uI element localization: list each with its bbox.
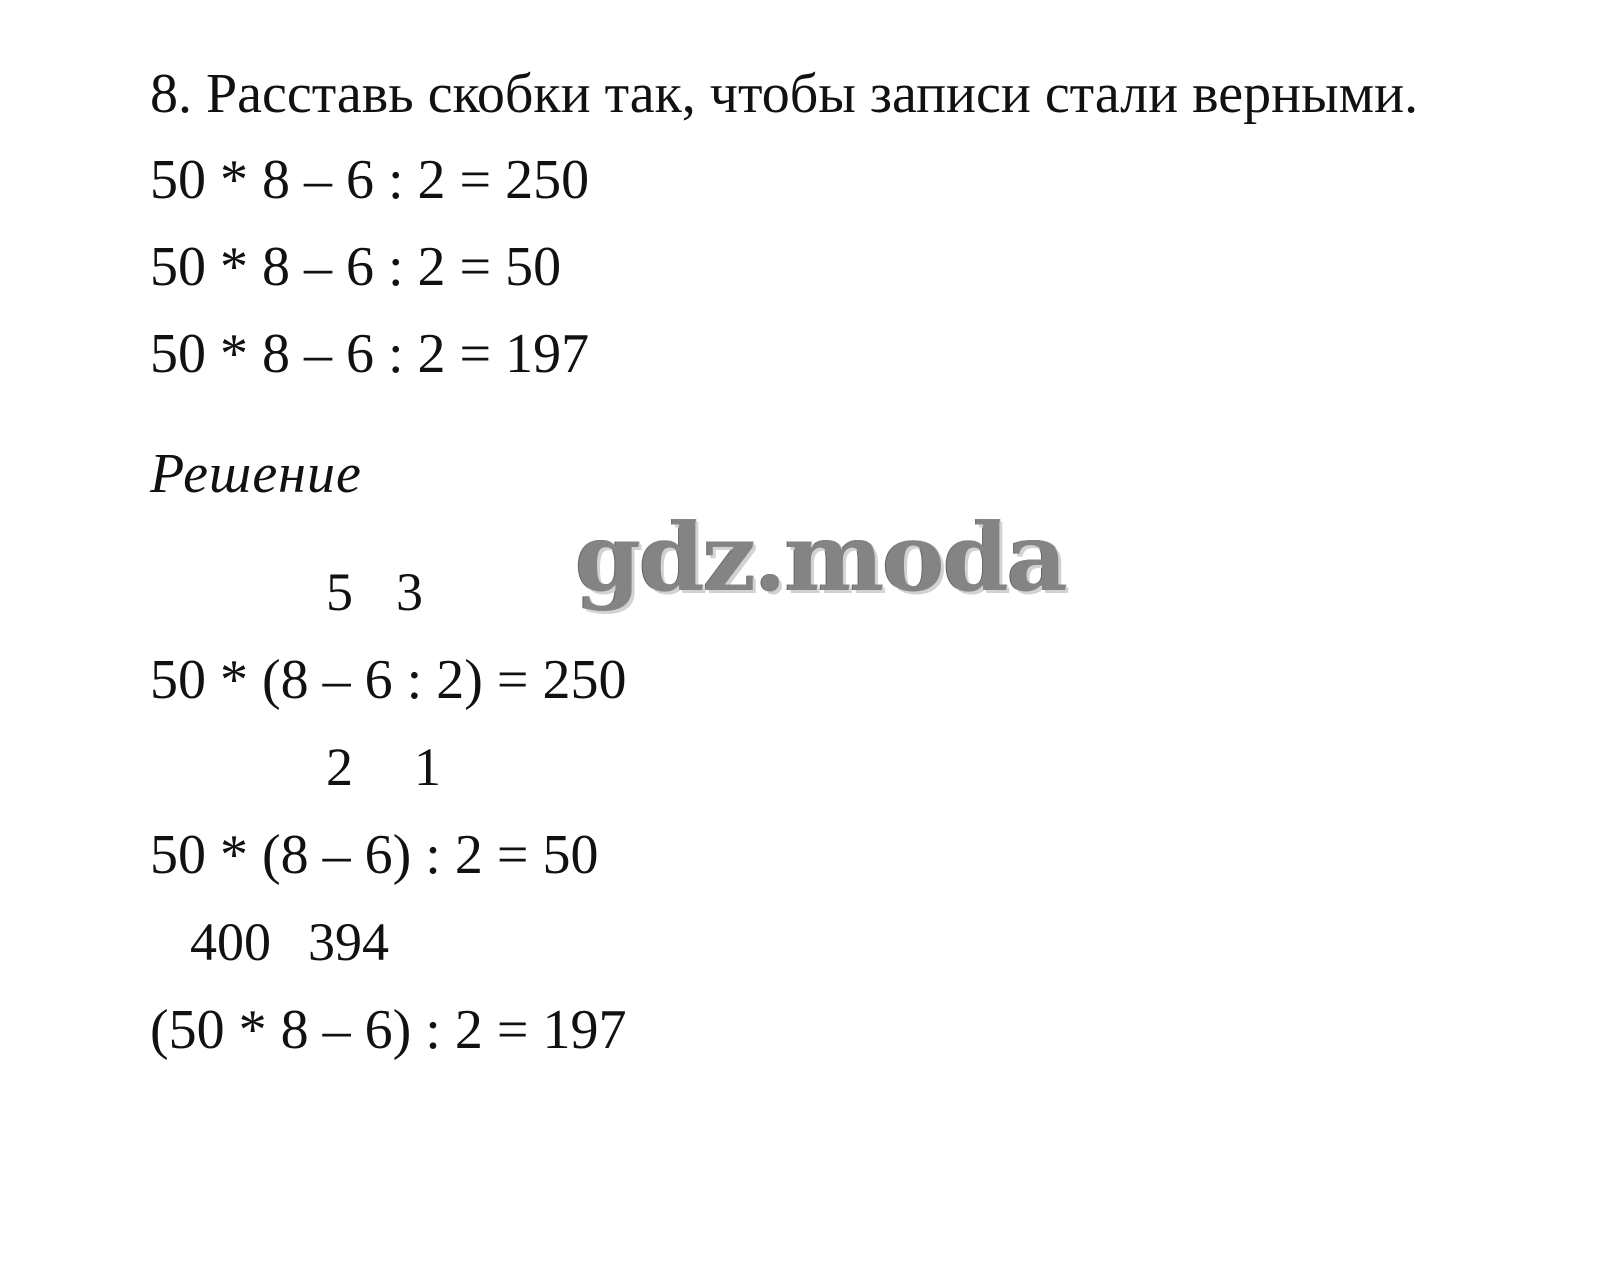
task-equation-2: 50 * 8 – 6 : 2 = 50 — [150, 236, 562, 298]
step-2-note-b: 1 — [414, 737, 441, 797]
solution-equation-2: 50 * (8 – 6) : 2 = 50 — [150, 824, 599, 886]
step-2-note-a: 2 — [326, 737, 353, 797]
step-3-note-b: 394 — [308, 912, 389, 972]
step-1-note-b: 3 — [396, 562, 423, 622]
task-equation-3: 50 * 8 – 6 : 2 = 197 — [150, 323, 590, 385]
solution-equation-1: 50 * (8 – 6 : 2) = 250 — [150, 649, 627, 711]
problem-title: 8. Расставь скобки так, чтобы записи стали верными. — [150, 63, 1419, 125]
step-1-note-a: 5 — [326, 562, 353, 622]
step-3-note-a: 400 — [190, 912, 271, 972]
task-equation-1: 50 * 8 – 6 : 2 = 250 — [150, 149, 590, 211]
watermark-logo: gdz.moda — [575, 503, 1066, 613]
solution-label: Решение — [150, 443, 362, 505]
solution-equation-3: (50 * 8 – 6) : 2 = 197 — [150, 999, 627, 1061]
